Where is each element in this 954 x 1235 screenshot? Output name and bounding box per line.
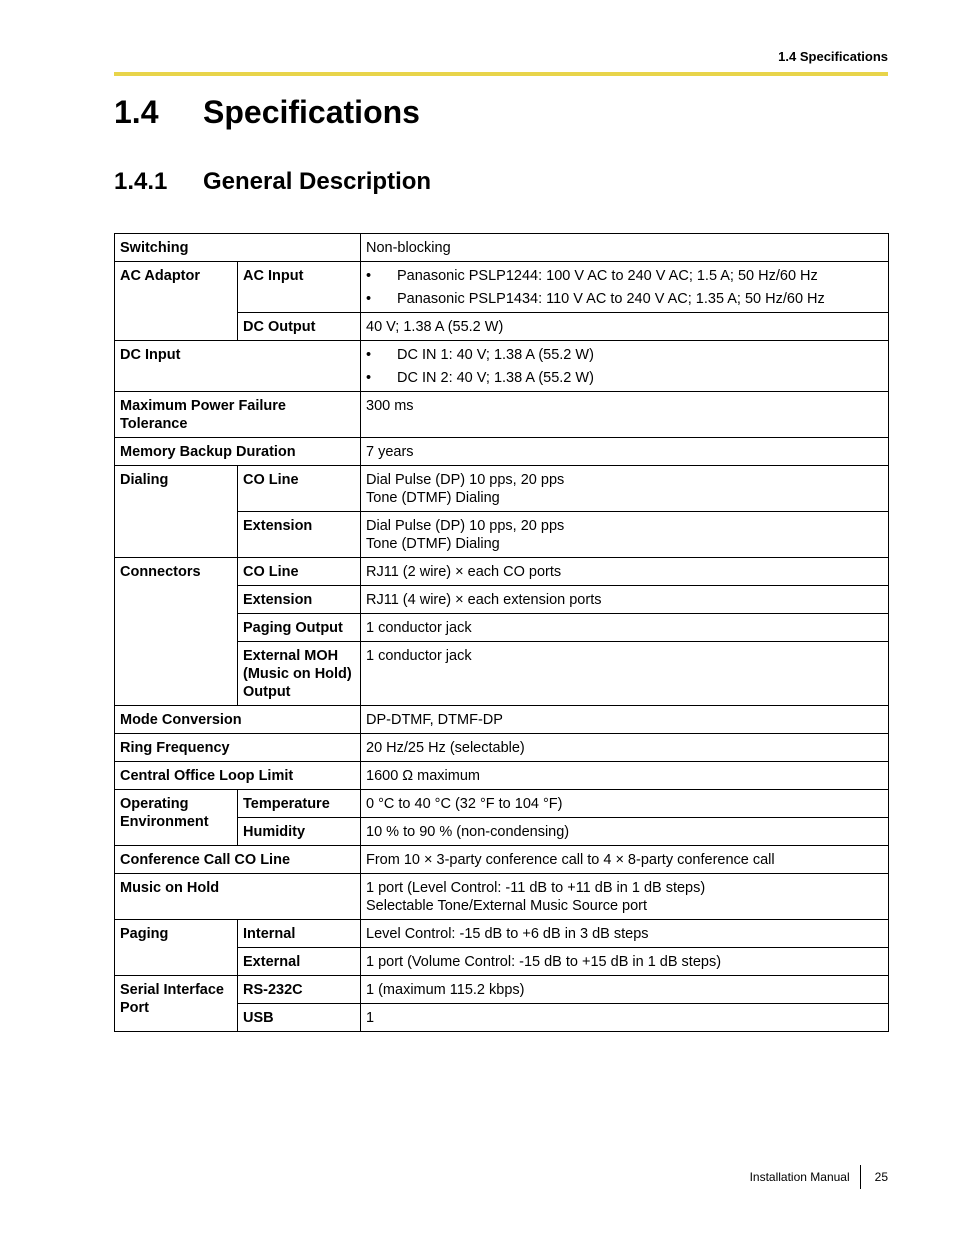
row-label: Central Office Loop Limit bbox=[115, 762, 361, 790]
row-value: 7 years bbox=[361, 438, 889, 466]
row-sublabel: USB bbox=[238, 1004, 361, 1032]
footer-divider bbox=[860, 1165, 861, 1189]
table-row bbox=[115, 920, 889, 948]
table-row bbox=[115, 874, 889, 920]
row-sublabel: CO Line bbox=[238, 466, 361, 512]
list-item: • Panasonic PSLP1434: 110 V AC to 240 V AC; 1.35 A; 50 Hz/60 Hz bbox=[366, 290, 883, 308]
row-label: Memory Backup Duration bbox=[115, 438, 361, 466]
page-number: 25 bbox=[874, 1170, 888, 1184]
row-value: 20 Hz/25 Hz (selectable) bbox=[361, 734, 889, 762]
row-value bbox=[361, 262, 889, 313]
row-value bbox=[361, 466, 889, 512]
row-value: 0 °C to 40 °C (32 °F to 104 °F) bbox=[361, 790, 889, 818]
row-value: 1 conductor jack bbox=[361, 642, 889, 706]
row-value bbox=[361, 341, 889, 392]
page-footer bbox=[750, 1165, 888, 1189]
row-sublabel: Internal bbox=[238, 920, 361, 948]
row-value: 10 % to 90 % (non-condensing) bbox=[361, 818, 889, 846]
row-label: Ring Frequency bbox=[115, 734, 361, 762]
value-line: Tone (DTMF) Dialing bbox=[366, 490, 500, 506]
label-line: Environment bbox=[120, 814, 209, 830]
subsection-number: 1.4.1 bbox=[114, 168, 168, 195]
row-label bbox=[115, 790, 238, 846]
section-title: Specifications bbox=[203, 94, 420, 130]
table-row bbox=[115, 392, 889, 438]
table-row bbox=[115, 762, 889, 790]
table-row bbox=[115, 438, 889, 466]
manual-name: Installation Manual bbox=[749, 1170, 850, 1184]
row-label: AC Adaptor bbox=[115, 262, 238, 341]
table-row bbox=[115, 976, 889, 1004]
row-value bbox=[361, 512, 889, 558]
row-value: 40 V; 1.38 A (55.2 W) bbox=[361, 313, 889, 341]
row-value: 300 ms bbox=[361, 392, 889, 438]
list-item: • Panasonic PSLP1244: 100 V AC to 240 V AC; 1.5 A; 50 Hz/60 Hz bbox=[366, 267, 883, 285]
row-sublabel: Extension bbox=[238, 512, 361, 558]
value-line: Dial Pulse (DP) 10 pps, 20 pps bbox=[366, 518, 565, 534]
label-line: Operating bbox=[120, 796, 189, 812]
table-row bbox=[115, 234, 889, 262]
list-item: • DC IN 2: 40 V; 1.38 A (55.2 W) bbox=[366, 369, 883, 387]
table-row bbox=[115, 262, 889, 313]
row-sublabel: Humidity bbox=[238, 818, 361, 846]
row-label: Connectors bbox=[115, 558, 238, 706]
row-value: DP-DTMF, DTMF-DP bbox=[361, 706, 889, 734]
row-value: 1 conductor jack bbox=[361, 614, 889, 642]
subsection-heading bbox=[114, 168, 431, 196]
running-header: 1.4 Specifications bbox=[778, 49, 888, 64]
section-heading bbox=[114, 94, 420, 131]
row-sublabel bbox=[238, 642, 361, 706]
value-line: Tone (DTMF) Dialing bbox=[366, 536, 500, 552]
row-label: Conference Call CO Line bbox=[115, 846, 361, 874]
label-line: Port bbox=[120, 1000, 149, 1016]
value-line: 1 port (Level Control: -11 dB to +11 dB in 1 dB steps) bbox=[366, 880, 706, 896]
row-label: Maximum Power Failure Tolerance bbox=[115, 392, 361, 438]
section-number: 1.4 bbox=[114, 94, 159, 130]
row-label: Music on Hold bbox=[115, 874, 361, 920]
table-row bbox=[115, 846, 889, 874]
table-row bbox=[115, 341, 889, 392]
value-line: Selectable Tone/External Music Source port bbox=[366, 898, 648, 914]
row-label: Mode Conversion bbox=[115, 706, 361, 734]
label-line: Output bbox=[243, 684, 291, 700]
row-sublabel: Extension bbox=[238, 586, 361, 614]
row-label: Dialing bbox=[115, 466, 238, 558]
row-value: 1 port (Volume Control: -15 dB to +15 dB in 1 dB steps) bbox=[361, 948, 889, 976]
table-row bbox=[115, 466, 889, 512]
row-sublabel: AC Input bbox=[238, 262, 361, 313]
row-value: Non-blocking bbox=[361, 234, 889, 262]
value-line: Dial Pulse (DP) 10 pps, 20 pps bbox=[366, 472, 565, 488]
row-sublabel: Temperature bbox=[238, 790, 361, 818]
label-line: External MOH bbox=[243, 648, 339, 664]
label-line: (Music on Hold) bbox=[243, 666, 352, 682]
row-value: Level Control: -15 dB to +6 dB in 3 dB steps bbox=[361, 920, 889, 948]
table-row bbox=[115, 558, 889, 586]
header-rule bbox=[114, 72, 888, 76]
subsection-title: General Description bbox=[203, 168, 432, 195]
row-sublabel: RS-232C bbox=[238, 976, 361, 1004]
row-value: 1 (maximum 115.2 kbps) bbox=[361, 976, 889, 1004]
row-label: Switching bbox=[115, 234, 361, 262]
row-label: Paging bbox=[115, 920, 238, 976]
row-label: DC Input bbox=[115, 341, 361, 392]
row-value: RJ11 (2 wire) × each CO ports bbox=[361, 558, 889, 586]
table-row bbox=[115, 706, 889, 734]
list-item: • DC IN 1: 40 V; 1.38 A (55.2 W) bbox=[366, 346, 883, 364]
row-value: 1 bbox=[361, 1004, 889, 1032]
row-label bbox=[115, 976, 238, 1032]
row-sublabel: Paging Output bbox=[238, 614, 361, 642]
label-line: Serial Interface bbox=[120, 982, 224, 998]
row-sublabel: External bbox=[238, 948, 361, 976]
row-sublabel: DC Output bbox=[238, 313, 361, 341]
specifications-table bbox=[114, 233, 889, 1032]
table-row bbox=[115, 734, 889, 762]
row-sublabel: CO Line bbox=[238, 558, 361, 586]
table-row bbox=[115, 790, 889, 818]
row-value: 1600 Ω maximum bbox=[361, 762, 889, 790]
row-value: From 10 × 3-party conference call to 4 × 8-party conference call bbox=[361, 846, 889, 874]
row-value: RJ11 (4 wire) × each extension ports bbox=[361, 586, 889, 614]
row-value bbox=[361, 874, 889, 920]
